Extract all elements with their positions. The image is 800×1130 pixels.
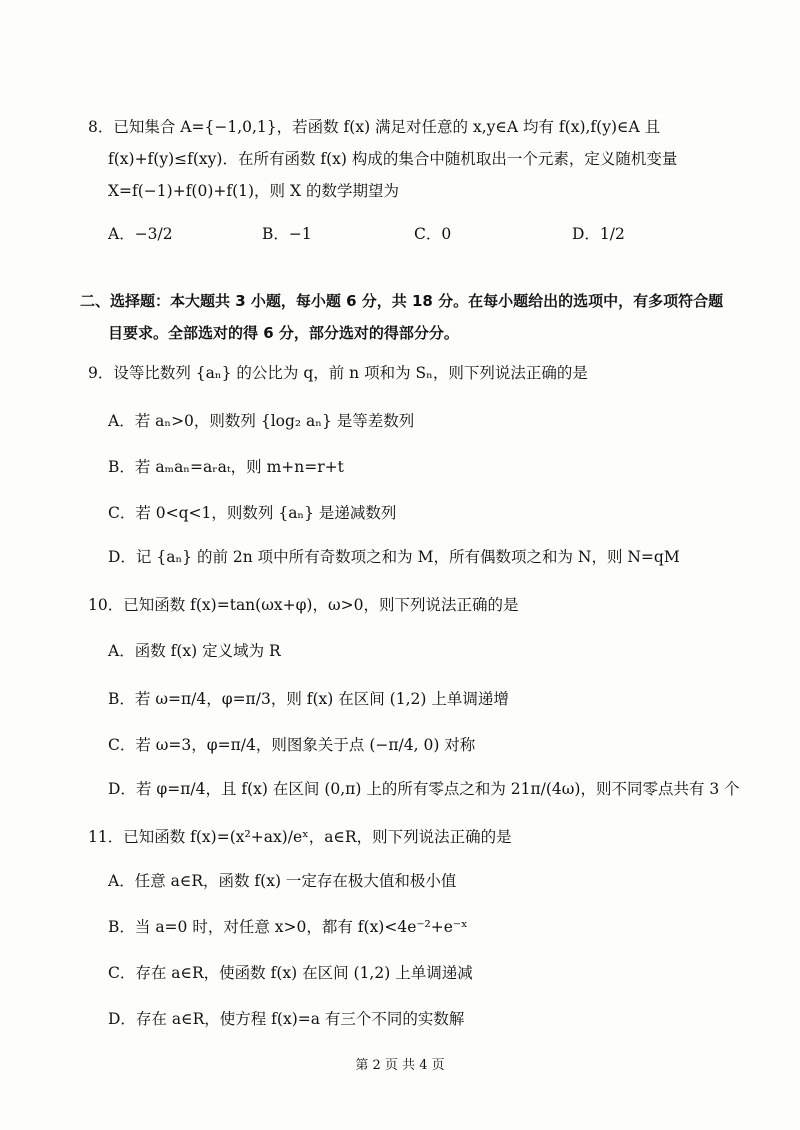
q8-choice-b: B．−1 xyxy=(262,225,312,243)
q8-choice-a: A．−3/2 xyxy=(108,225,173,243)
q9-option-d: D．记 {aₙ} 的前 2n 项中所有奇数项之和为 M，所有偶数项之和为 N，则 N=qM xyxy=(108,548,680,566)
q10-option-a: A．函数 f(x) 定义域为 R xyxy=(108,642,281,660)
q8-line1-text: 已知集合 A={−1,0,1}，若函数 f(x) 满足对任意的 x,y∈A 均有 f(x),f(y)∈A 且 xyxy=(113,118,661,136)
q8-number: 8． xyxy=(88,118,114,136)
q11-option-d: D．存在 a∈R，使方程 f(x)=a 有三个不同的实数解 xyxy=(108,1010,465,1028)
q10-option-b: B．若 ω=π/4，φ=π/3，则 f(x) 在区间 (1,2) 上单调递增 xyxy=(108,690,509,708)
q8-line2: f(x)+f(y)≤f(xy)．在所有函数 f(x) 构成的集合中随机取出一个元素，定义随机变量 xyxy=(108,150,678,168)
q8-line1 xyxy=(88,116,660,138)
q8-line3: X=f(−1)+f(0)+f(1)，则 X 的数学期望为 xyxy=(108,182,399,200)
q9-option-b: B．若 aₘaₙ=aᵣaₜ，则 m+n=r+t xyxy=(108,458,344,476)
q10-stem: 10．已知函数 f(x)=tan(ωx+φ)，ω>0，则下列说法正确的是 xyxy=(88,596,519,614)
section2-heading-line1: 二、选择题：本大题共 3 小题，每小题 6 分，共 18 分。在每小题给出的选项中，有多项符合题 xyxy=(80,292,724,310)
q10-option-d: D．若 φ=π/4，且 f(x) 在区间 (0,π) 上的所有零点之和为 21π/(4ω)，则不同零点共有 3 个 xyxy=(108,780,740,798)
q8-choices xyxy=(108,218,728,248)
q9-option-c: C．若 0<q<1，则数列 {aₙ} 是递减数列 xyxy=(108,504,397,522)
page-footer: 第 2 页 共 4 页 xyxy=(355,1058,445,1073)
q8-choice-c: C．0 xyxy=(414,225,452,243)
q10-option-c: C．若 ω=3，φ=π/4，则图象关于点 (−π/4, 0) 对称 xyxy=(108,736,476,754)
q11-option-b: B．当 a=0 时，对任意 x>0，都有 f(x)<4e⁻²+e⁻ˣ xyxy=(108,918,468,936)
q11-option-a: A．任意 a∈R，函数 f(x) 一定存在极大值和极小值 xyxy=(108,872,457,890)
q9-option-a: A．若 aₙ>0，则数列 {log₂ aₙ} 是等差数列 xyxy=(108,412,415,430)
q8-choice-d: D．1/2 xyxy=(572,225,625,243)
q11-option-c: C．存在 a∈R，使函数 f(x) 在区间 (1,2) 上单调递减 xyxy=(108,964,473,982)
section2-heading-line2: 目要求。全部选对的得 6 分，部分选对的得部分分。 xyxy=(108,324,459,342)
q9-stem: 9．设等比数列 {aₙ} 的公比为 q，前 n 项和为 Sₙ，则下列说法正确的是 xyxy=(88,364,588,382)
q11-stem: 11．已知函数 f(x)=(x²+ax)/eˣ，a∈R，则下列说法正确的是 xyxy=(88,828,512,846)
